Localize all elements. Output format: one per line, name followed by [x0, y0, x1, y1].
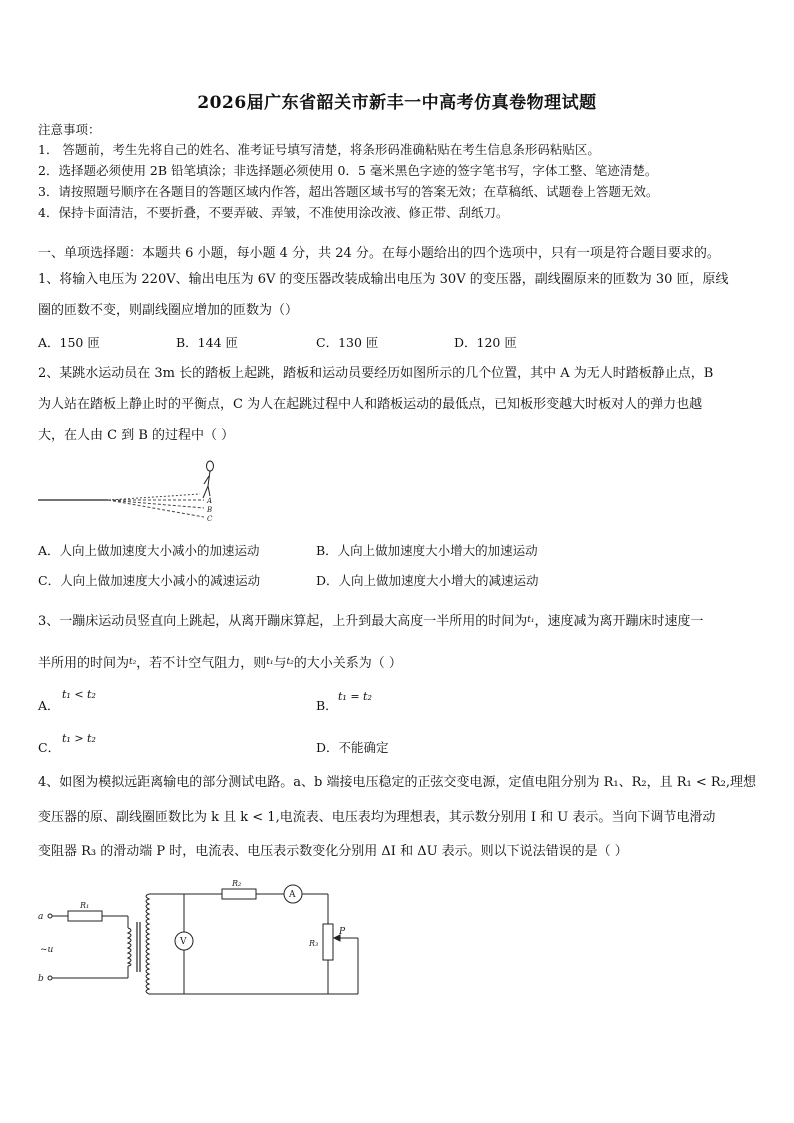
label-p: P — [339, 927, 346, 937]
q4-text: 4、如图为模拟远距离输电的部分测试电路。a、b 端接电压稳定的正弦交变电源，定值电阻分别为 R₁、R₂，且 R₁ < R₂,理想 — [38, 775, 757, 790]
q3-text-part: 与 — [273, 656, 287, 671]
terminal-a — [48, 914, 52, 918]
q2-option-b[interactable]: B．人向上做加速度大小增大的加速运动 — [316, 543, 538, 558]
q4-text: 变压器的原、副线圈匝数比为 k 且 k < 1,电流表、电压表均为理想表，其示数分别用 I 和 U 表示。当向下调节电滑动 — [38, 810, 716, 825]
terminal-b — [48, 976, 52, 980]
label-a: A — [207, 497, 213, 505]
diver-head — [207, 461, 214, 471]
label-r2: R₂ — [232, 879, 242, 888]
resistor-r2 — [222, 889, 256, 899]
t1-symbol: t₁ — [527, 615, 535, 625]
q2-text: 2、某跳水运动员在 3m 长的踏板上起跳，踏板和运动员要经历如图所示的几个位置，其中 A 为无人时踏板静止点，B — [38, 366, 714, 381]
diver-body — [208, 471, 210, 486]
label-u: ~u — [40, 945, 54, 955]
q3-option-b-formula: t₁ = t₂ — [338, 690, 372, 703]
q2-text: 大，在人由 C 到 B 的过程中（ ） — [38, 428, 235, 443]
q1-option-b[interactable]: B．144 匝 — [176, 335, 239, 350]
label-r1: R₁ — [80, 901, 90, 910]
board-line-b — [108, 500, 204, 508]
q2-option-d[interactable]: D．人向上做加速度大小增大的减速运动 — [316, 573, 539, 588]
t2-symbol: t₂ — [286, 657, 294, 667]
secondary-coil — [146, 894, 149, 994]
t2-symbol: t₂ — [129, 657, 137, 667]
page-title: 2026届广东省韶关市新丰一中高考仿真卷物理试题 — [197, 93, 597, 113]
board-line-c — [108, 500, 204, 517]
q3-option-a-label[interactable]: A． — [38, 698, 60, 713]
notice-heading: 注意事项： — [38, 122, 101, 137]
q2-option-a[interactable]: A．人向上做加速度大小减小的加速运动 — [38, 543, 260, 558]
q4-text: 变阻器 R₃ 的滑动端 P 时，电流表、电压表示数变化分别用 ΔI 和 ΔU 表示。则以下说法错误的是（ ） — [38, 844, 628, 859]
diving-board-figure — [38, 456, 228, 528]
q3-option-a-formula: t₁ < t₂ — [62, 688, 96, 701]
label-b: b — [38, 974, 44, 984]
t1-symbol: t₁ — [266, 657, 274, 667]
q3-text — [38, 654, 402, 672]
resistor-r1 — [68, 911, 102, 921]
q1-option-d[interactable]: D．120 匝 — [454, 335, 517, 350]
notice-item: 4．保持卡面清洁，不要折叠，不要弄破、弄皱，不准使用涂改液、修正带、刮纸刀。 — [38, 205, 509, 220]
primary-coil — [128, 928, 131, 966]
q3-text-part: ，若不计空气阻力，则 — [136, 656, 267, 671]
q3-text-part: 半所用的时间为 — [38, 656, 130, 671]
circuit-diagram — [36, 872, 376, 1002]
notice-item: 1． 答题前，考生先将自己的姓名、准考证号填写清楚，将条形码准确粘贴在考生信息条形码粘贴区。 — [38, 142, 600, 157]
label-b: B — [207, 506, 213, 514]
ammeter-symbol: A — [289, 890, 296, 900]
label-r3: R₃ — [309, 939, 319, 948]
label-c: C — [207, 515, 213, 523]
q1-option-a[interactable]: A．150 匝 — [38, 335, 100, 350]
q3-option-c-label[interactable]: C． — [38, 740, 61, 755]
q1-text: 1、将输入电压为 220V、输出电压为 6V 的变压器改装成输出电压为 30V 的变压器，副线圈原来的匝数为 30 匝，原线 — [38, 272, 729, 287]
voltmeter-symbol: V — [180, 937, 187, 947]
q2-option-c[interactable]: C．人向上做加速度大小减小的减速运动 — [38, 573, 261, 588]
q3-text-part: ，速度减为离开蹦床时速度一 — [534, 614, 704, 629]
q3-option-c-formula: t₁ > t₂ — [62, 732, 96, 745]
notice-item: 3．请按照题号顺序在各题目的答题区域内作答，超出答题区域书写的答案无效；在草稿纸、试题卷上答题无效。 — [38, 184, 659, 199]
notice-item: 2．选择题必须使用 2B 铅笔填涂；非选择题必须使用 0．5 毫米黑色字迹的签字笔书写，字体工整、笔迹清楚。 — [38, 163, 658, 178]
q3-option-b-label[interactable]: B． — [316, 698, 338, 713]
q2-text: 为人站在踏板上静止时的平衡点，C 为人在起跳过程中人和踏板运动的最低点，已知板形变越大时板对人的弹力也越 — [38, 397, 703, 412]
section-heading: 一、单项选择题：本题共 6 小题，每小题 4 分，共 24 分。在每小题给出的四个选项中，只有一项是符合题目要求的。 — [38, 246, 720, 261]
q3-text — [38, 612, 704, 630]
q3-option-d[interactable]: D．不能确定 — [316, 740, 389, 755]
q3-text-part: 的大小关系为（ ） — [293, 656, 402, 671]
q1-option-c[interactable]: C．130 匝 — [316, 335, 379, 350]
label-a: a — [38, 912, 44, 922]
q3-text-part: 3、一蹦床运动员竖直向上跳起，从离开蹦床算起，上升到最大高度一半所用的时间为 — [38, 614, 528, 629]
q1-text: 圈的匝数不变，则副线圈应增加的匝数为（） — [38, 303, 299, 318]
rheostat-r3 — [323, 924, 333, 960]
